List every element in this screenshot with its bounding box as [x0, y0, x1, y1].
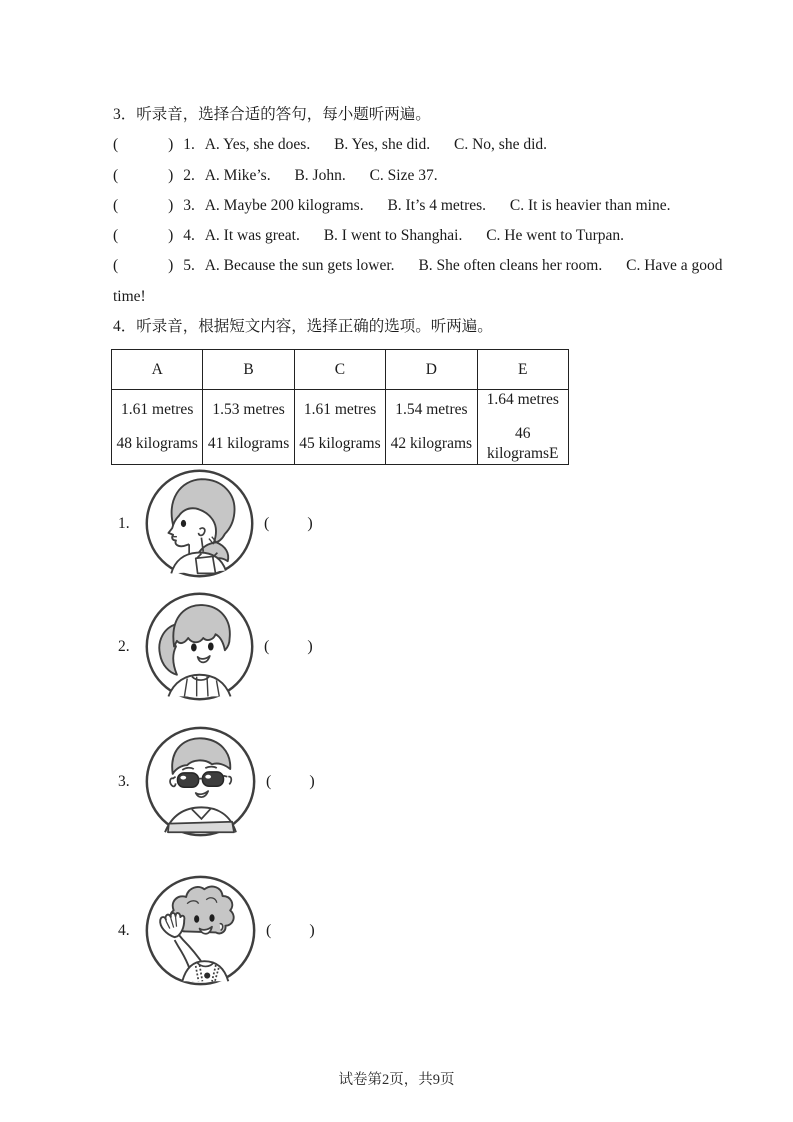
answer-blank: [264, 515, 313, 533]
option-c: C. Have a good: [626, 257, 723, 275]
answer-blank: [266, 773, 315, 791]
picture-item-3: [118, 724, 315, 839]
paren-close: ): [168, 166, 174, 184]
boy-waving-icon: [143, 873, 258, 988]
table-header-c: C: [294, 350, 385, 390]
table-cell-d: [386, 390, 477, 465]
paren-close: ): [168, 257, 174, 275]
section4-title: 4．听录音，根据短文内容，选择正确的选项。听两遍。: [113, 318, 493, 336]
paren-close: ): [307, 514, 313, 532]
weight-value: 45 kilograms: [299, 435, 381, 452]
paren-close: ): [307, 637, 313, 655]
listen-answer-line-5: [113, 251, 723, 281]
paren-close: ): [309, 921, 315, 939]
height-value: 1.61 metres: [121, 401, 194, 418]
table-header-a: A: [112, 350, 203, 390]
girl-ponytail-smiling-icon: [143, 590, 256, 703]
paren-open: (: [264, 637, 270, 655]
table-header-b: B: [203, 350, 294, 390]
paren-open: (: [266, 921, 272, 939]
paren-open: (: [113, 196, 119, 214]
option-a: A. Mike’s.: [204, 166, 271, 184]
paren-close: ): [168, 196, 174, 214]
weight-value: 41 kilograms: [207, 435, 290, 452]
picture-item-number: 4.: [118, 921, 130, 939]
paren-close: ): [168, 227, 174, 245]
height-value: 1.54 metres: [395, 401, 468, 418]
answer-blank: [266, 922, 315, 940]
page-footer: 试卷第2页，共9页: [338, 1072, 455, 1088]
boy-glasses-icon: [143, 724, 258, 839]
question-number: 1.: [183, 136, 195, 154]
option-b: B. Yes, she did.: [334, 136, 431, 154]
answer-blank: [113, 197, 173, 214]
table-cell-a: [112, 390, 203, 465]
paren-close: ): [168, 136, 174, 154]
question-number: 3.: [183, 196, 195, 214]
listen-answer-line-5-continuation: [113, 282, 713, 312]
listen-answer-line-1: [113, 130, 713, 160]
option-b: B. It’s 4 metres.: [387, 196, 487, 214]
paren-open: (: [266, 772, 272, 790]
listen-answer-line-3: [113, 191, 713, 221]
option-a: A. Because the sun gets lower.: [204, 257, 395, 275]
paren-close: ): [309, 772, 315, 790]
section3-title: 3．听录音，选择合适的答句，每小题听两遍。: [113, 106, 431, 123]
picture-item-2: [118, 590, 313, 703]
listen-answer-line-4: [113, 221, 713, 251]
option-c: C. He went to Turpan.: [486, 227, 625, 245]
option-c-continuation: time!: [113, 287, 146, 305]
table-header-d: D: [386, 350, 477, 390]
option-a: A. Maybe 200 kilograms.: [204, 196, 364, 214]
paren-open: (: [113, 257, 119, 275]
listening-section-text: [113, 100, 723, 342]
weight-value: 42 kilograms: [390, 435, 473, 452]
option-a: A. Yes, she does.: [204, 136, 311, 154]
picture-item-4: [118, 873, 315, 988]
paren-open: (: [113, 166, 119, 184]
paren-open: (: [113, 136, 119, 154]
answer-blank: [113, 227, 173, 244]
table-cell-b: [203, 390, 294, 465]
picture-item-number: 1.: [118, 514, 130, 532]
paren-open: (: [264, 514, 270, 532]
answer-blank: [113, 167, 173, 184]
height-weight-table: [111, 349, 569, 465]
answer-blank: [113, 136, 173, 153]
table-data-row: [112, 390, 569, 465]
answer-blank: [113, 257, 173, 274]
option-a: A. It was great.: [204, 227, 300, 245]
answer-blank: [264, 638, 313, 656]
option-b: B. John.: [294, 166, 346, 184]
option-b: B. I went to Shanghai.: [323, 227, 463, 245]
question-number: 4.: [183, 227, 195, 245]
option-b: B. She often cleans her room.: [418, 257, 603, 275]
weight-value: 46 kilogramsE: [487, 425, 559, 462]
question-number: 2.: [183, 166, 195, 184]
listen-answer-line-2: [113, 161, 713, 191]
height-value: 1.64 metres: [486, 391, 559, 408]
question-number: 5.: [183, 257, 195, 275]
picture-item-number: 3.: [118, 772, 130, 790]
picture-item-number: 2.: [118, 637, 130, 655]
height-value: 1.61 metres: [303, 401, 377, 418]
option-c: C. It is heavier than mine.: [509, 196, 671, 214]
table-cell-e: [477, 390, 568, 465]
picture-item-1: [118, 467, 313, 580]
option-c: C. Size 37.: [369, 166, 438, 184]
table-header-row: [112, 350, 569, 390]
option-c: C. No, she did.: [454, 136, 548, 154]
table-cell-c: [294, 390, 385, 465]
girl-side-profile-icon: [143, 467, 256, 580]
paren-open: (: [113, 227, 119, 245]
weight-value: 48 kilograms: [116, 435, 198, 452]
height-value: 1.53 metres: [212, 401, 285, 418]
table-header-e: E: [477, 350, 568, 390]
